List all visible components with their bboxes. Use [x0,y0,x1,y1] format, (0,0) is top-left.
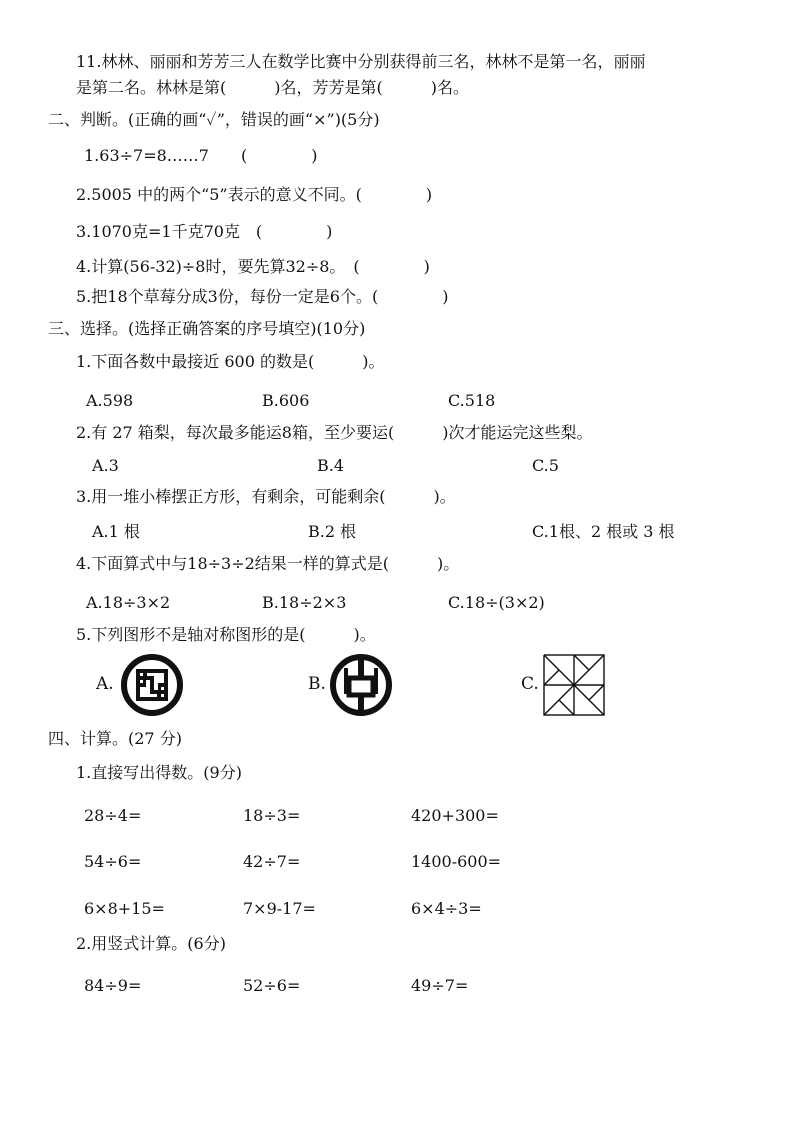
choice-q4-option-b: B.18÷2×3 [262,593,347,612]
section3-heading: 三、选择。(选择正确答案的序号填空)(10分) [48,319,366,338]
choice-q1-option-b: B.606 [262,391,310,410]
choice-q3-option-c: C.1根、2 根或 3 根 [532,522,675,541]
choice-q3-option-b: B.2 根 [308,522,357,541]
calc-item: 28÷4= [84,806,142,825]
bank-logo-figure-a [119,652,185,718]
calc-part2-title: 2.用竖式计算。(6分) [76,934,226,953]
calc-item: 1400-600= [411,852,502,871]
choice-q1-option-c: C.518 [448,391,496,410]
q11-line1: 11.林林、丽丽和芳芳三人在数学比赛中分别获得前三名，林林不是第一名，丽丽 [76,52,646,71]
choice-q3-option-a: A.1 根 [92,522,140,541]
choice-q3-stem: 3.用一堆小棒摆正方形，有剩余，可能剩余( )。 [76,487,456,506]
calc-item: 6×8+15= [84,899,165,918]
choice-q2-option-b: B.4 [317,456,345,475]
vertical-calc-item: 49÷7= [411,976,469,995]
calc-item: 6×4÷3= [411,899,482,918]
calc-item: 42÷7= [243,852,301,871]
figure-c-label: C. [521,674,539,694]
bank-logo-figure-b [328,652,394,718]
pinwheel-figure-c [542,653,606,717]
calc-item: 420+300= [411,806,499,825]
choice-q5-stem: 5.下列图形不是轴对称图形的是( )。 [76,625,376,644]
calc-item: 54÷6= [84,852,142,871]
figure-b-label: B. [308,674,326,694]
choice-q4-option-a: A.18÷3×2 [86,593,171,612]
figure-a-label: A. [96,674,114,694]
judge-item-5: 5.把18个草莓分成3份，每份一定是6个。( ) [76,287,449,306]
judge-item-3: 3.1070克=1千克70克 ( ) [76,222,333,241]
calc-item: 18÷3= [243,806,301,825]
q11-line2: 是第二名。林林是第( )名，芳芳是第( )名。 [76,78,469,97]
choice-q1-stem: 1.下面各数中最接近 600 的数是( )。 [76,352,385,371]
choice-q4-stem: 4.下面算式中与18÷3÷2结果一样的算式是( )。 [76,554,460,573]
calc-part1-title: 1.直接写出得数。(9分) [76,763,242,782]
choice-q1-option-a: A.598 [86,391,134,410]
vertical-calc-item: 52÷6= [243,976,301,995]
judge-item-1: 1.63÷7=8……7 ( ) [84,146,318,165]
choice-q4-option-c: C.18÷(3×2) [448,593,545,612]
calc-item: 7×9-17= [243,899,316,918]
choice-q2-stem: 2.有 27 箱梨，每次最多能运8箱，至少要运( )次才能运完这些梨。 [76,423,593,442]
section2-heading: 二、判断。(正确的画“✓”，错误的画“×”)(5分) [48,110,380,129]
choice-q2-option-c: C.5 [532,456,559,475]
section4-heading: 四、计算。(27 分) [48,729,182,748]
judge-item-2: 2.5005 中的两个“5”表示的意义不同。( ) [76,185,433,204]
judge-item-4: 4.计算(56-32)÷8时，要先算32÷8。 ( ) [76,257,430,276]
vertical-calc-item: 84÷9= [84,976,142,995]
choice-q2-option-a: A.3 [92,456,119,475]
